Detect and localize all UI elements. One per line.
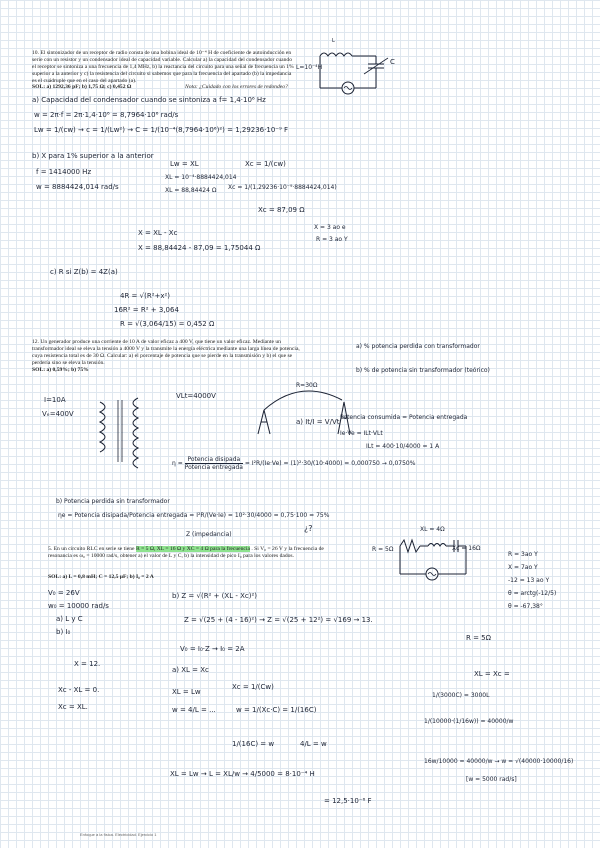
p5-b-z1: b) Z = √(R² + (XL - Xc)²) (172, 592, 258, 600)
p12-I-label: I=10A (44, 396, 66, 404)
p10-b-f: f = 1414000 Hz (36, 168, 92, 176)
p12-V-label: Vₑ=400V (42, 410, 74, 418)
problem10-statement: 10. El sintonizador de un receptor de radio consta de una bobina ideal de 10⁻⁴ H de coeficiente de autoinducción en serie con un resistor y un condensador ideal de capacidad variable. Calcular a) la capacidad del condensador cuando el receptor se sintoniza a una frecuencia de 1,4 MHz, b) la reactancia del circuito para una señal de frecuencia un 1% superior a la anterior y c) la resistencia del circuito si sabemos que para la frecuencia del apartado (b) la impedancia es el cuádruple que en el caso del apartado (a). (32, 50, 294, 84)
p5-b-z2: Z = √(25 + (4 - 16)²) → Z = √(25 + 12²) = √169 → 13. (184, 616, 373, 624)
p10-b-xl1: XL = 10⁻⁴·8884424,014 (165, 174, 237, 181)
p5-statement-pre: 5. En un circuito RLC en serie se tiene (48, 546, 135, 552)
p5-data-a: a) L y C (56, 615, 83, 623)
p12-question-a: a) % potencia perdida con transformador (356, 343, 480, 350)
p12-b-eq: ηe = Potencia disipada/Potencia entregada = I²R/(Ve·Ie) = 10²·30/4000 = 0,75·100 = 75% (58, 512, 330, 519)
p5-side-3: -12 = 13 ao Y (508, 577, 550, 584)
p12-Vt-label: VLt=4000V (176, 392, 216, 400)
diagram10-L-label: L=10⁻⁴H (296, 64, 323, 71)
page-footer: Enfoque a la física. Electricidad. Ejercicio 1 (80, 832, 157, 837)
p10-b-side2: R = 3 ao Y (316, 236, 348, 243)
p10-b-xc2: Xc = 1/(1,29236·10⁻⁹·8884424,014) (228, 184, 337, 191)
p5-right-1: XL = Xc = (474, 670, 510, 678)
problem5-statement (48, 546, 348, 560)
problem12-statement: 12. Un generador produce una corriente de 10 A de valor eficaz a 400 V, que tiene un valor eficaz. Mediante un transformador ideal se eleva la tensión a 4000 V y la transmite la energía eléctrica mediante una larga línea de potencia, cuya resistencia total es de 30 Ω. Calcular: a) el porcentaje de potencia que se pierde en la transmisión y b) el que se perdería sino se eleva la tensión. (32, 339, 300, 366)
p12-question-b: b) % de potencia sin transformador (teórico) (356, 367, 490, 374)
diagram5-XC: Xc = 16Ω (452, 545, 481, 552)
p12-z-note: Z (impedancia) (186, 531, 232, 538)
p10-a-title: a) Capacidad del condensador cuando se sintoniza a f= 1,4·10⁶ Hz (32, 96, 266, 104)
p12-eq-title: Potencia consumida = Potencia entregada (340, 414, 468, 421)
p12-eq2: ILt = 400·10/4000 = 1 A (366, 443, 440, 450)
p5-side-notes (508, 548, 556, 613)
p10-b-xc1: Xc = 1/(cw) (245, 160, 286, 168)
p10-b-xl2: XL = 88,84424 Ω (165, 187, 217, 194)
p5-L-final: XL = Lw → L = XL/w → 4/5000 = 8·10⁻⁴ H (170, 770, 315, 778)
p12-eq1: Ie·Ve = ILt·VLt (340, 430, 383, 437)
p10-a-resonance: Lw = 1/(cw) → c = 1/(Lw²) → C = 1/(10⁻⁴(8,7964·10⁶)²) = 1,29236·10⁻⁹ F (34, 126, 289, 134)
p5-side-1: R = 3ao Y (508, 551, 538, 558)
p5-a-xc: Xc = 1/(Cw) (232, 683, 274, 691)
p5-side-4: θ = arctg(-12/5) (508, 590, 557, 597)
p5-r5: R = 5Ω (466, 634, 491, 642)
p10-c-2: 16R² = R² + 3,064 (114, 306, 179, 314)
p5-right-2: 1/(3000C) = 3000L (432, 692, 490, 699)
p12-R-label: R=30Ω (296, 382, 318, 389)
p5-xdiff: Xc - XL = 0. (58, 686, 100, 694)
p12-eta-result: = I²R/(Ie·Ve) = (1)²·30/(10·4000) = 0,000750 → 0,0750% (244, 460, 416, 467)
p12-eta-num: Potencia disipada (185, 456, 243, 464)
p5-statement-post: . Si V₀ = 26 V y la frecuencia de resonancia es ω₀ = 10000 rad/s, obtener a) el valor de L y C, b) la intensidad de pico I₀ para los valores dados. (48, 546, 324, 559)
p5-a-w2: w = 1/(Xc·C) = 1/(16C) (236, 706, 317, 714)
p5-data-b: b) I₀ (56, 628, 71, 636)
problem10-note: Nota: ¿Cuidado con los errores de redondeo? (185, 84, 288, 90)
p5-right-3: 1/(10000·(1/16w)) = 40000/w (424, 718, 514, 725)
diagram5-R: R = 5Ω (372, 546, 394, 553)
diagram5-XL: XL = 4Ω (420, 526, 445, 533)
p12-question-mark: ¿? (304, 524, 313, 533)
p10-b-title: b) X para 1% superior a la anterior (32, 152, 154, 160)
svg-text:L: L (332, 38, 335, 44)
p10-b-side1: X = 3 ao e (314, 224, 346, 231)
p12-b-title: b) Potencia perdida sin transformador (56, 498, 170, 505)
problem5-solution: SOL: a) L = 0,8 mH; C = 12,5 μF; b) I₀ = 2 A (48, 574, 154, 580)
p10-c-3: R = √(3,064/15) = 0,452 Ω (120, 320, 215, 328)
p5-a-w1: w = 4/L = ... (172, 706, 216, 714)
p12-eta: η = $\frac{\text{Potencia disipada}}{\text{Potencia entregada}}$ = I²R/(Ie·Ve) = (1)²·30/(10·4000) = 0,000750 → 0,0750% (172, 456, 416, 471)
p12-ratio: a) It/I = V/Vt (296, 418, 340, 426)
p5-statement-highlight: R = 5 Ω, XL = 16 Ω y XC = 4 Ω para la frecuencia (135, 546, 250, 552)
p10-b-xc3: Xc = 87,09 Ω (258, 206, 305, 214)
p5-data-v0: V₀ = 26V (48, 589, 80, 597)
p10-b-w: w = 8884424,014 rad/s (36, 183, 119, 191)
transformer-drawing (60, 392, 180, 472)
p10-c-title: c) R si Z(b) = 4Z(a) (50, 268, 118, 276)
problem12-solution: SOL: a) 0,59%; b) 75% (32, 367, 89, 373)
p10-b-x1: X = XL - Xc (138, 229, 178, 237)
p5-x12: X = 12. (74, 660, 101, 668)
p5-C-final: = 12,5·10⁻⁶ F (324, 797, 372, 805)
p5-data-w0: w₀ = 10000 rad/s (48, 602, 109, 610)
p5-a-w3: 1/(16C) = w (232, 740, 275, 748)
diagram10-C-label: C (390, 58, 395, 66)
p5-a-xl: XL = Lw (172, 688, 201, 696)
problem10-solution: SOL: a) 1292,36 pF; b) 1,75 Ω; c) 0,452 Ω (32, 84, 132, 90)
p5-xeq: Xc = XL. (58, 703, 88, 711)
p5-side-2: X = 7ao Y (508, 564, 538, 571)
p5-b-v: V₀ = I₀·Z → I₀ = 2A (180, 645, 245, 653)
p10-a-omega: w = 2π·f = 2π·1,4·10⁶ = 8,7964·10⁶ rad/s (34, 111, 179, 119)
p5-right-4: 16w/10000 = 40000/w → w = √(40000·10000/16) (424, 758, 574, 765)
p5-a-w4: 4/L = w (300, 740, 327, 748)
p10-c-1: 4R = √(R²+x²) (120, 292, 171, 300)
p5-side-5: θ = -67,38° (508, 603, 543, 610)
rlc-circuit-diagram-5 (392, 528, 492, 586)
p12-eta-den: Potencia entregada (184, 464, 243, 471)
p5-data (48, 587, 109, 639)
p10-b-x2: X = 88,84424 - 87,09 = 1,75044 Ω (138, 244, 261, 252)
p5-a-head: a) XL = Xc (172, 666, 209, 674)
p10-b-eq: Lw = XL (170, 160, 199, 168)
p5-right-5: [w = 5000 rad/s] (466, 776, 517, 783)
